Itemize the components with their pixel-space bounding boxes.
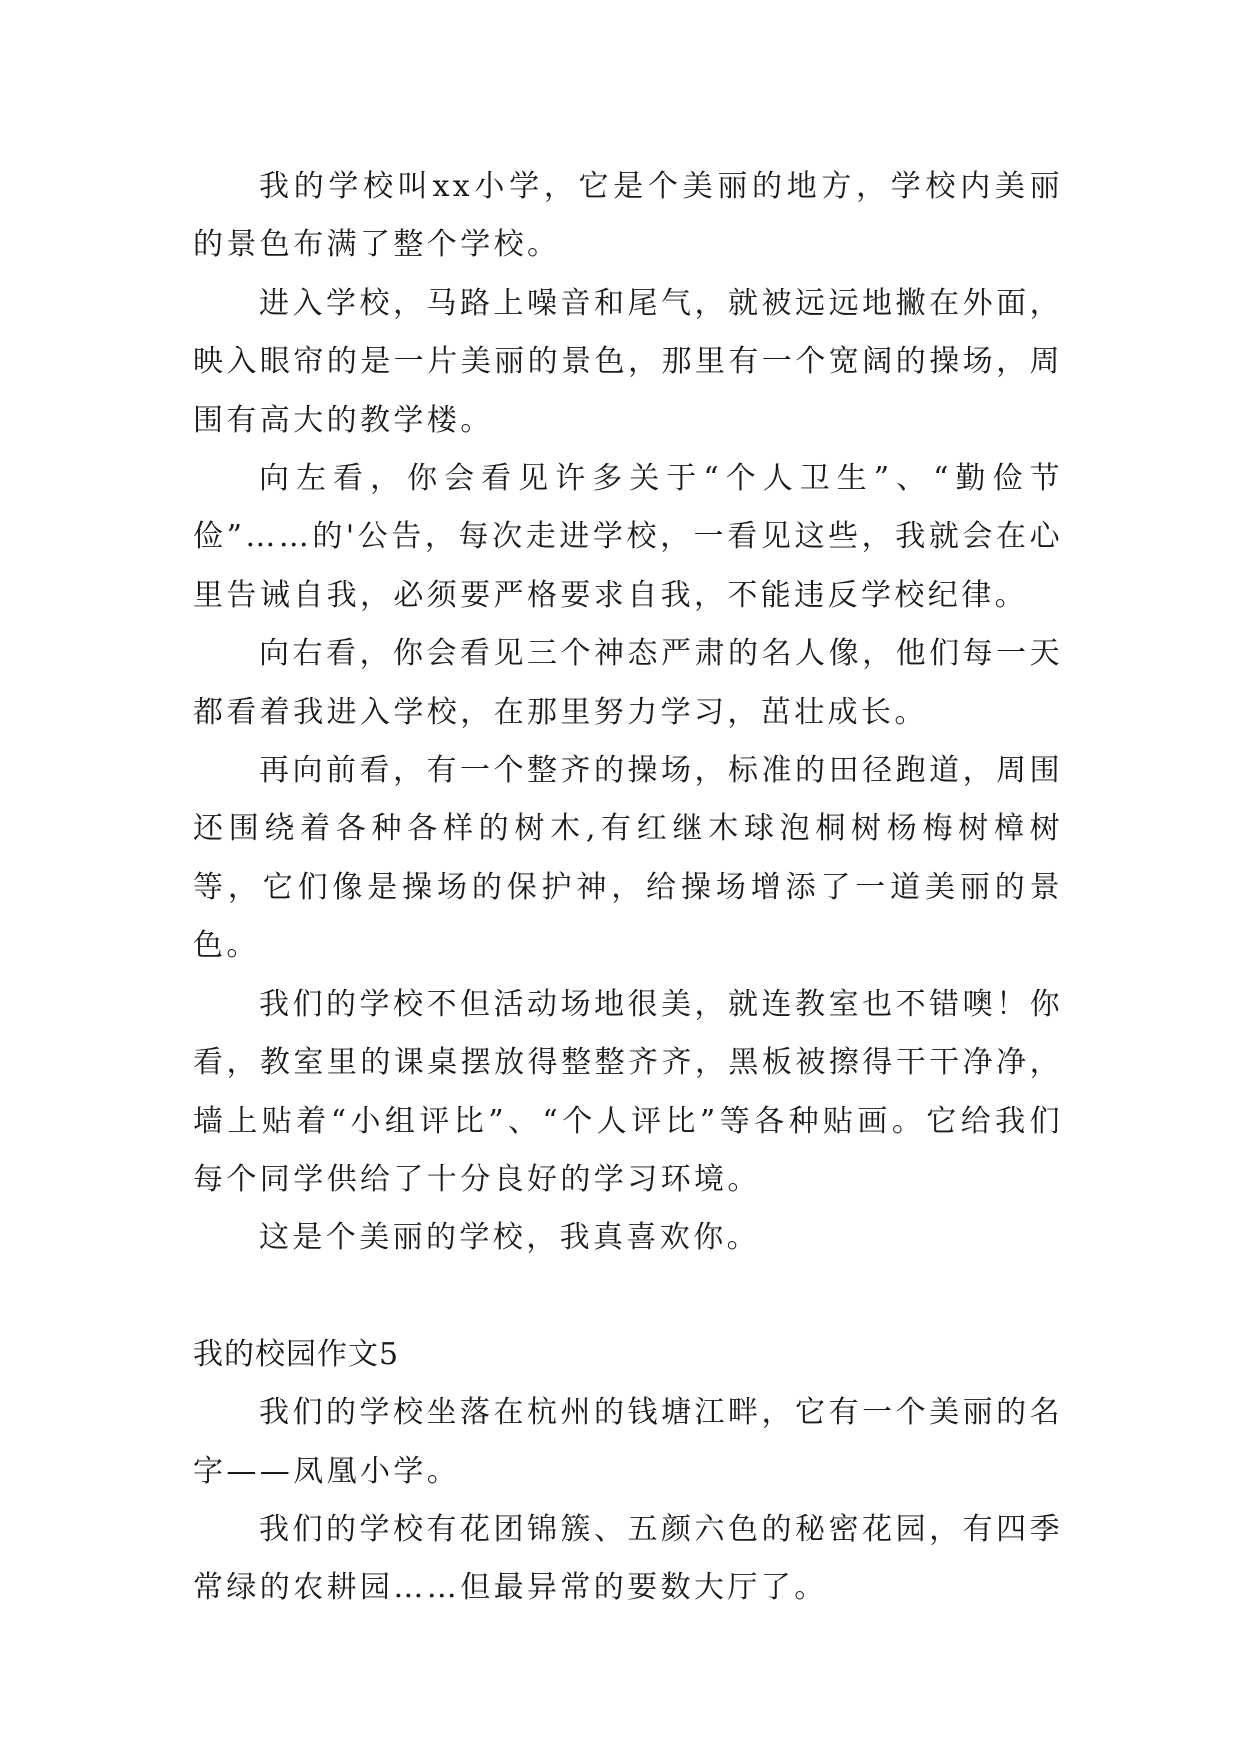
- paragraph: 我们的学校不但活动场地很美，就连教室也不错噢！你看，教室里的课桌摆放得整整齐齐，黑板被擦得干干净净，墙上贴着“小组评比”、“个人评比”等各种贴画。它给我们每个同学供给了十分良好的学习环境。: [193, 986, 1063, 1197]
- paragraph: 我们的学校有花团锦簇、五颜六色的秘密花园，有四季常绿的农耕园……但最异常的要数大厅了。: [193, 1511, 1063, 1606]
- document-body: [193, 158, 1063, 1618]
- paragraph: 进入学校，马路上噪音和尾气，就被远远地撇在外面，映入眼帘的是一片美丽的景色，那里有一个宽阔的操场，周围有高大的教学楼。: [193, 285, 1063, 438]
- paragraph: 再向前看，有一个整齐的操场，标准的田径跑道，周围还围绕着各种各样的树木,有红继木球泡桐树杨梅树樟树等，它们像是操场的保护神，给操场增添了一道美丽的景色。: [193, 753, 1063, 964]
- paragraph: 我的学校叫xx小学，它是个美丽的地方，学校内美丽的景色布满了整个学校。: [193, 169, 1063, 263]
- paragraph: 向左看，你会看见许多关于“个人卫生”、“勤俭节俭”……的'公告，每次走进学校，一看见这些，我就会在心里告诫自我，必须要严格要求自我，不能违反学校纪律。: [193, 461, 1063, 613]
- paragraph: 我们的学校坐落在杭州的钱塘江畔，它有一个美丽的名字——凤凰小学。: [193, 1395, 1063, 1489]
- paragraph: 向右看，你会看见三个神态严肃的名人像，他们每一天都看着我进入学校，在那里努力学习，茁壮成长。: [193, 636, 1063, 730]
- section-heading: 我的校园作文5: [193, 1336, 400, 1372]
- paragraph: 这是个美丽的学校，我真喜欢你。: [259, 1220, 760, 1256]
